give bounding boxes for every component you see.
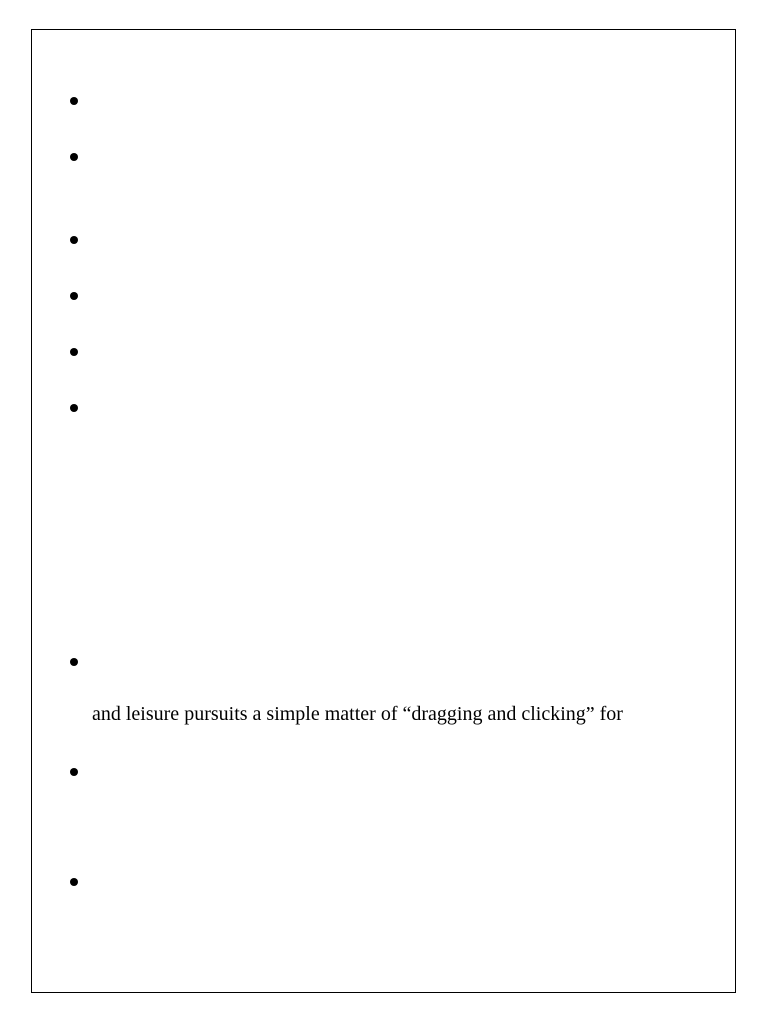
bullet-icon bbox=[70, 236, 78, 244]
bullet-icon bbox=[70, 153, 78, 161]
bullet-icon bbox=[70, 97, 78, 105]
bullet-icon bbox=[70, 878, 78, 886]
bullet-icon bbox=[70, 292, 78, 300]
bullet-icon bbox=[70, 404, 78, 412]
page-frame bbox=[31, 29, 736, 993]
bullet-icon bbox=[70, 658, 78, 666]
bullet-icon bbox=[70, 768, 78, 776]
bullet-icon bbox=[70, 348, 78, 356]
body-text-line: and leisure pursuits a simple matter of “dragging and clicking” for bbox=[92, 703, 623, 725]
